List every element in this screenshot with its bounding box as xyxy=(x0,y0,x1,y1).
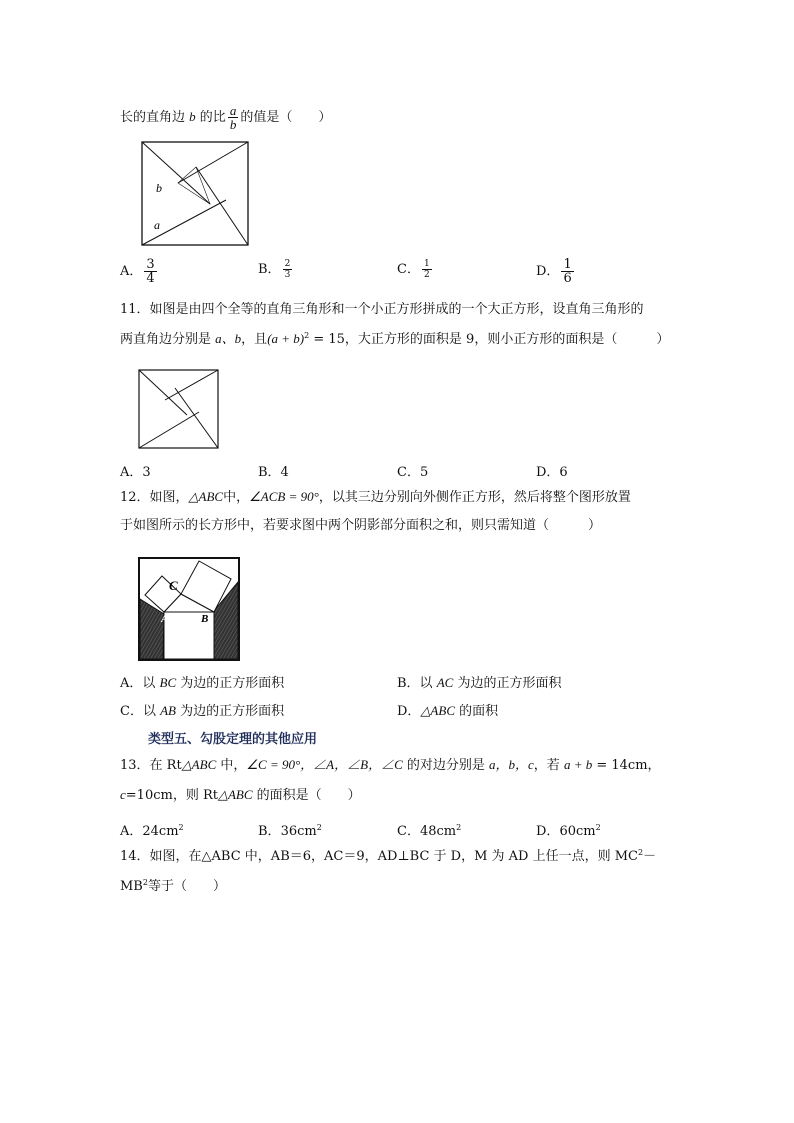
q13-option-b[interactable]: B．$36cm^2$ xyxy=(258,823,322,839)
q11-option-b[interactable]: B．4 xyxy=(258,465,289,480)
q12-option-c[interactable]: C．以 AB 为边的正方形面积 xyxy=(120,703,285,719)
q10-figure xyxy=(140,140,252,248)
q14-line-2: $MB^2$等于（ ） xyxy=(120,878,226,894)
q10-stem-text-3: 的值是（ ） xyxy=(240,110,332,125)
section-heading: 类型五、勾股定理的其他应用 xyxy=(148,732,318,747)
q13-option-a[interactable]: A．$24cm^2$ xyxy=(120,823,184,839)
q11-formula: (a + b) xyxy=(267,331,305,346)
q10-fig-label-a: a xyxy=(154,218,160,232)
q11-figure xyxy=(137,368,221,452)
q13-line-1: 13．在 Rt△ABC 中，∠C = 90°，∠A，∠B，∠C 的对边分别是 a，b，c，若 a + b = 14cm， xyxy=(120,757,661,773)
q12-option-d[interactable]: D．△ABC 的面积 xyxy=(397,703,499,719)
q13-option-c[interactable]: C．$48cm^2$ xyxy=(397,823,462,839)
q10-option-a[interactable]: A． $\frac{3}{4}$ xyxy=(120,257,155,286)
q12-option-a[interactable]: A．以 BC 为边的正方形面积 xyxy=(120,675,285,691)
q10-option-c[interactable]: C． $\frac{1}{2}$ xyxy=(397,259,430,280)
q13-option-d[interactable]: D．$60cm^2$ xyxy=(536,823,601,839)
q12-fig-label-b: B xyxy=(201,613,209,625)
q11-vars: a、b xyxy=(215,331,242,346)
q11-option-c[interactable]: C．5 xyxy=(397,465,429,480)
q13-line-2: c=10cm，则 Rt△ABC 的面积是（ ） xyxy=(120,787,361,803)
q10-option-b[interactable]: B． $\frac{2}{3}$ xyxy=(258,259,291,280)
q11-line-2: 两直角边分别是 a、b，且$(a + b)^2 = 15$，大正方形的面积是 9，则小正方形的面积是（ ） xyxy=(120,331,670,347)
q10-fraction: $\frac{a}{b}$ xyxy=(229,103,237,132)
q12-fig-label-c: C xyxy=(169,578,178,593)
q10-stem xyxy=(120,104,331,131)
q11-option-a[interactable]: A．3 xyxy=(120,465,151,480)
q12-line-2: 于如图所示的长方形中，若要求图中两个阴影部分面积之和，则只需知道（ ） xyxy=(120,518,602,533)
q14-line-1: 14．如图，在△ABC 中，AB＝6，AC＝9，AD⊥BC 于 D，M 为 AD 上任一点，则 $MC^2-$ xyxy=(120,848,657,864)
q11-line-1: 11．如图是由四个全等的直角三角形和一个小正方形拼成的一个大正方形，设直角三角形的 xyxy=(120,302,644,317)
q10-stem-text: 长的直角边 xyxy=(120,110,186,125)
q12-option-b[interactable]: B．以 AC 为边的正方形面积 xyxy=(397,675,562,691)
q12-figure xyxy=(137,556,241,662)
q10-stem-text-2: 的比 xyxy=(199,110,226,125)
q10-option-d[interactable]: D． $\frac{1}{6}$ xyxy=(536,257,572,286)
q10-var-b: b xyxy=(189,109,196,124)
q12-fig-label-a: A xyxy=(161,613,169,625)
q12-line-1: 12．如图，△ABC中，∠ACB = 90°，以其三边分别向外侧作正方形，然后将整个图形放置 xyxy=(120,489,631,505)
q11-option-d[interactable]: D．6 xyxy=(536,465,568,480)
q10-fig-label-b: b xyxy=(156,181,162,195)
